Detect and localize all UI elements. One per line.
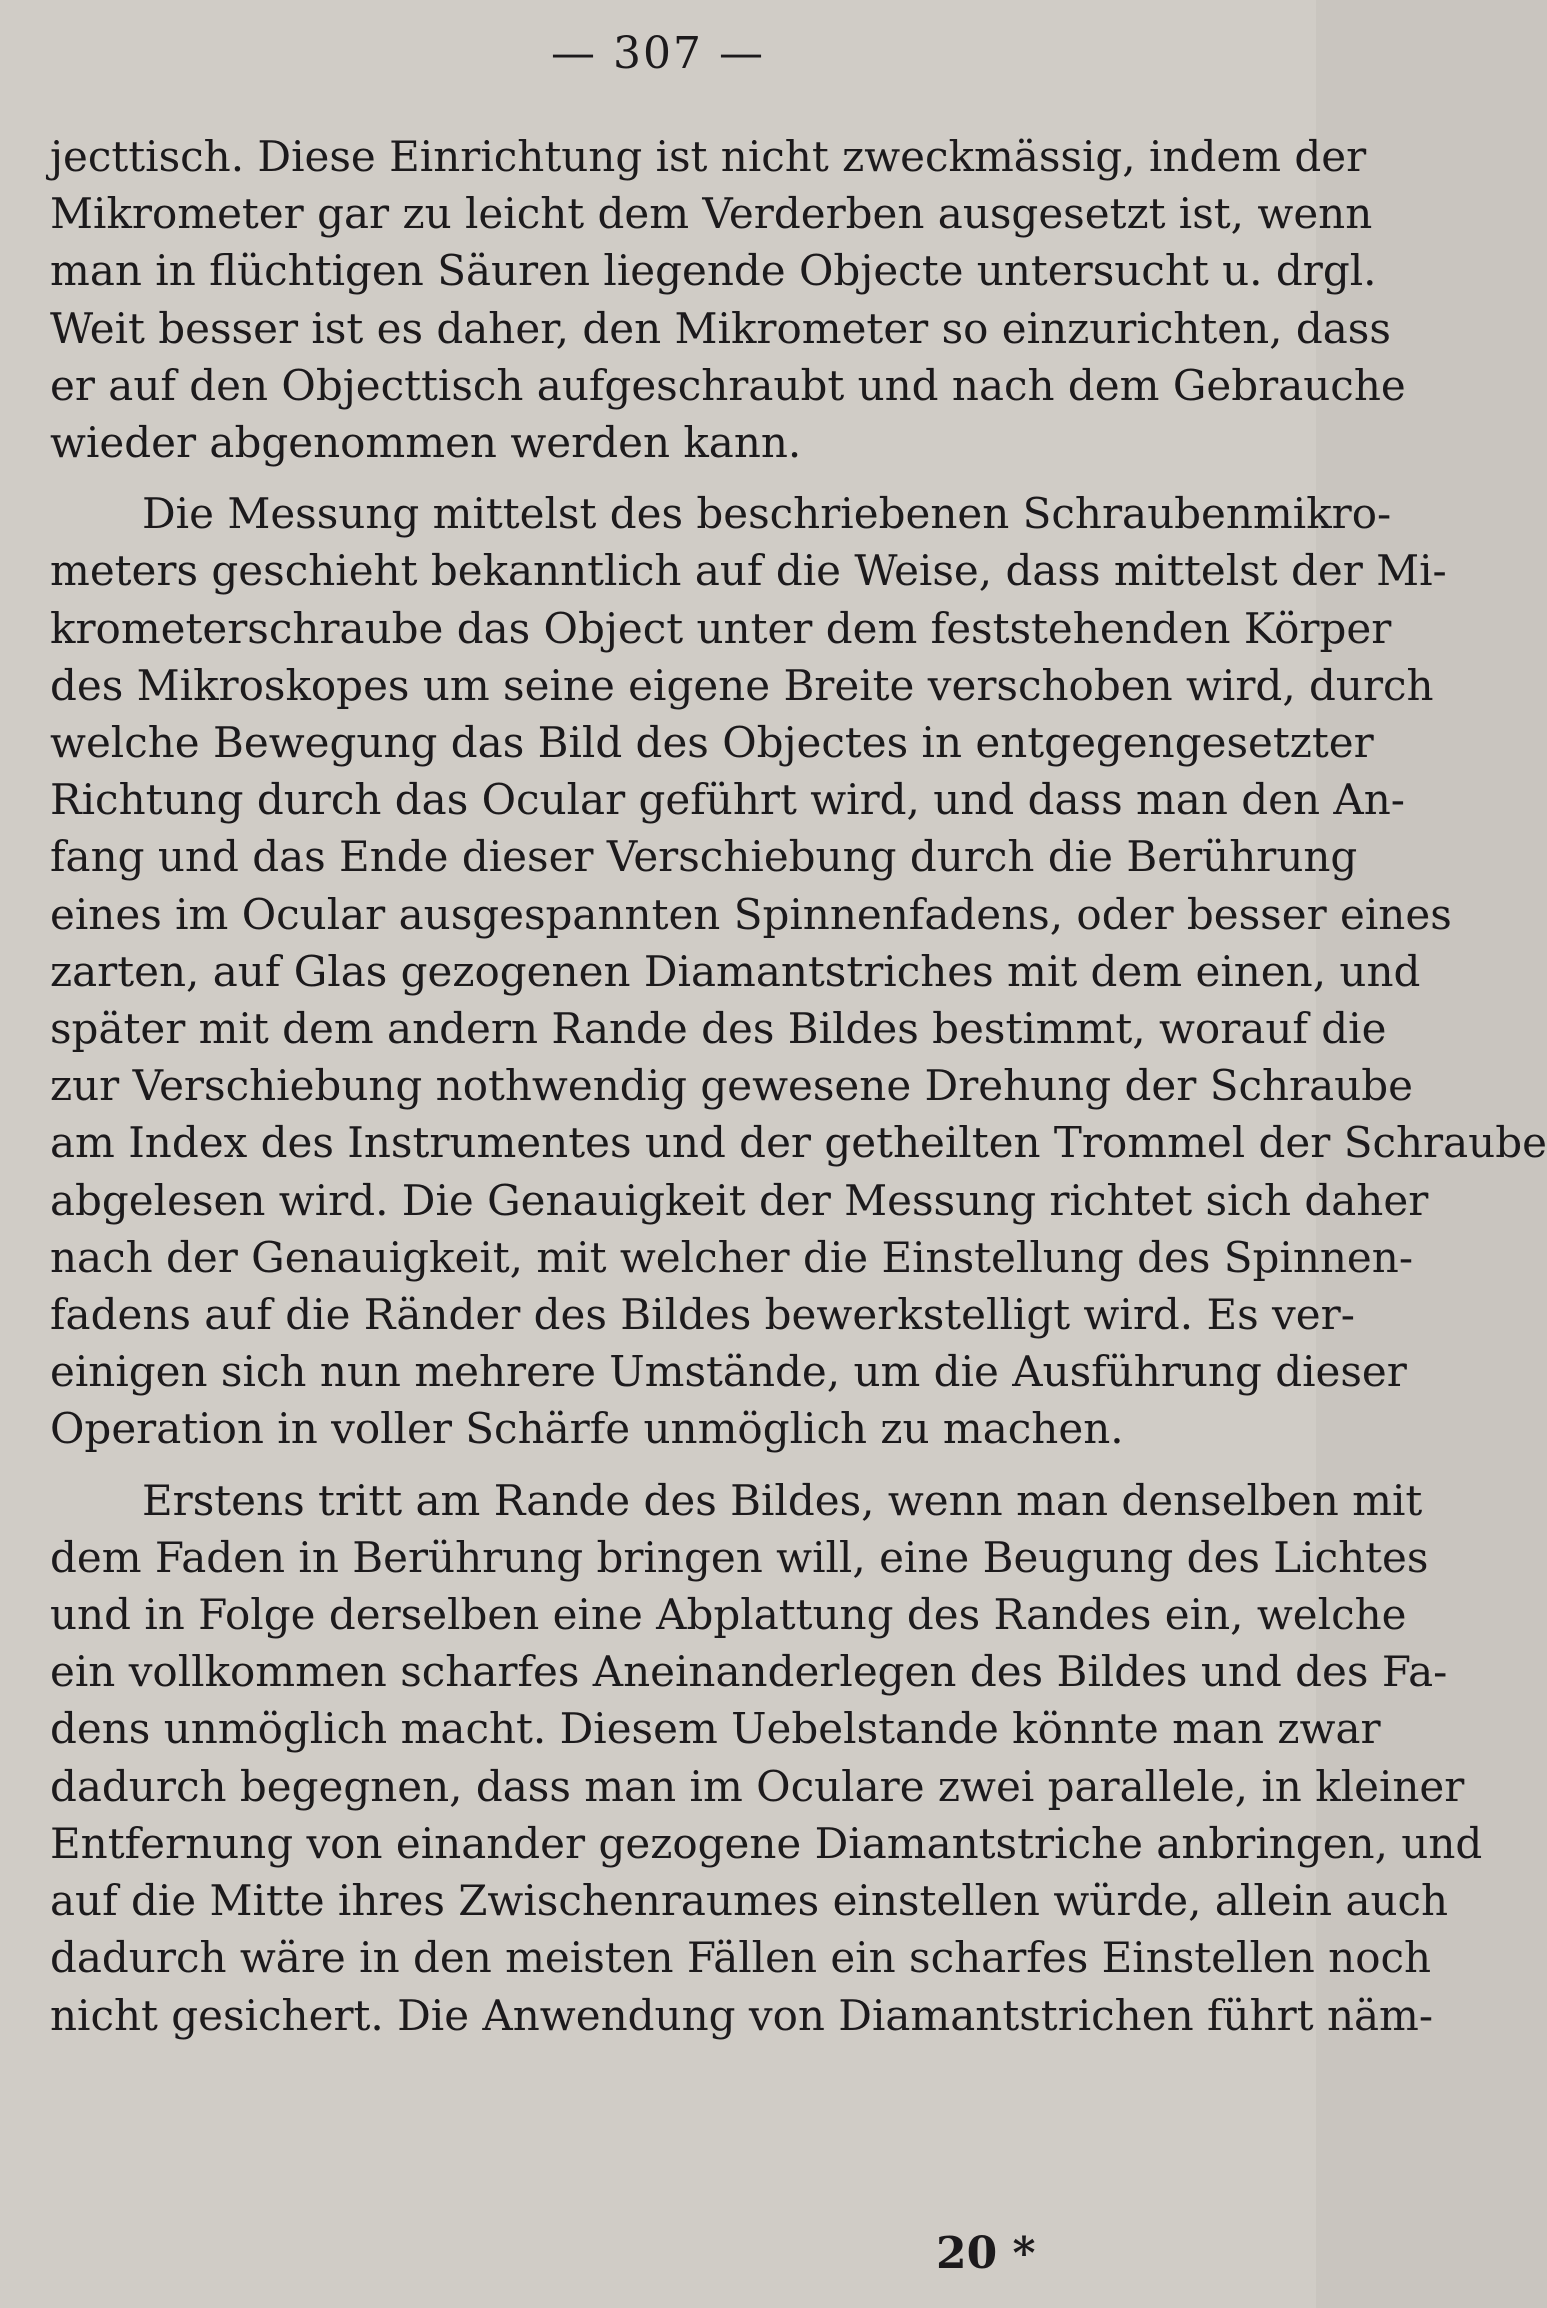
body-text [50,128,1547,2058]
text-line: krometerschraube das Object unter dem feststehenden Körper [50,603,1392,653]
text-line: dadurch wäre in den meisten Fällen ein scharfes Einstellen noch [50,1933,1432,1983]
text-line: ein vollkommen scharfes Aneinanderlegen des Bildes und des Fa- [50,1647,1448,1697]
text-line: abgelesen wird. Die Genauigkeit der Messung richtet sich daher [50,1175,1429,1225]
signature-mark: 20 * [936,2228,1036,2279]
text-line: eines im Ocular ausgespannten Spinnenfadens, oder besser eines [50,889,1452,939]
paragraph-1 [50,128,1406,471]
text-line: des Mikroskopes um seine eigene Breite verschoben wird, durch [50,660,1434,710]
text-line: Entfernung von einander gezogene Diamantstriche anbringen, und [50,1818,1483,1868]
text-line: Richtung durch das Ocular geführt wird, und dass man den An- [50,775,1405,825]
text-line: fadens auf die Ränder des Bildes bewerkstelligt wird. Es ver- [50,1290,1355,1340]
paragraph-3 [50,1472,1483,2044]
text-line: nicht gesichert. Die Anwendung von Diamantstrichen führt näm- [50,1990,1434,2040]
text-line: dadurch begegnen, dass man im Oculare zwei parallele, in kleiner [50,1761,1465,1811]
text-line: meters geschieht bekanntlich auf die Weise, dass mittelst der Mi- [50,546,1447,596]
text-line: dem Faden in Berührung bringen will, eine Beugung des Lichtes [50,1532,1429,1582]
text-line: zarten, auf Glas gezogenen Diamantstriches mit dem einen, und [50,946,1421,996]
text-line: Operation in voller Schärfe unmöglich zu machen. [50,1404,1124,1454]
text-line: zur Verschiebung nothwendig gewesene Drehung der Schraube [50,1061,1413,1111]
text-line: Weit besser ist es daher, den Mikrometer so einzurichten, dass [50,303,1391,353]
page-header: — 307 — [551,28,765,79]
text-line: welche Bewegung das Bild des Objectes in entgegengesetzter [50,718,1374,768]
text-line: Erstens tritt am Rande des Bildes, wenn man denselben mit [142,1475,1423,1525]
text-line: einigen sich nun mehrere Umstände, um die Ausführung dieser [50,1347,1407,1397]
text-line: am Index des Instrumentes und der getheilten Trommel der Schraube [50,1118,1547,1168]
text-line: jecttisch. Diese Einrichtung ist nicht zweckmässig, indem der [50,132,1367,181]
text-line: Mikrometer gar zu leicht dem Verderben ausgesetzt ist, wenn [50,189,1373,239]
text-line: dens unmöglich macht. Diesem Uebelstande könnte man zwar [50,1704,1381,1754]
text-line: auf die Mitte ihres Zwischenraumes einstellen würde, allein auch [50,1876,1449,1926]
text-line: und in Folge derselben eine Abplattung des Randes ein, welche [50,1590,1407,1640]
paragraph-2 [50,485,1547,1457]
text-line: später mit dem andern Rande des Bildes bestimmt, worauf die [50,1004,1387,1054]
text-line: Die Messung mittelst des beschriebenen Schraubenmikro- [142,489,1392,539]
text-line: fang und das Ende dieser Verschiebung durch die Berührung [50,832,1358,882]
text-line: wieder abgenommen werden kann. [50,418,802,468]
text-line: man in flüchtigen Säuren liegende Objecte untersucht u. drgl. [50,246,1377,296]
text-line: nach der Genauigkeit, mit welcher die Einstellung des Spinnen- [50,1232,1414,1282]
text-line: er auf den Objecttisch aufgeschraubt und nach dem Gebrauche [50,360,1406,410]
